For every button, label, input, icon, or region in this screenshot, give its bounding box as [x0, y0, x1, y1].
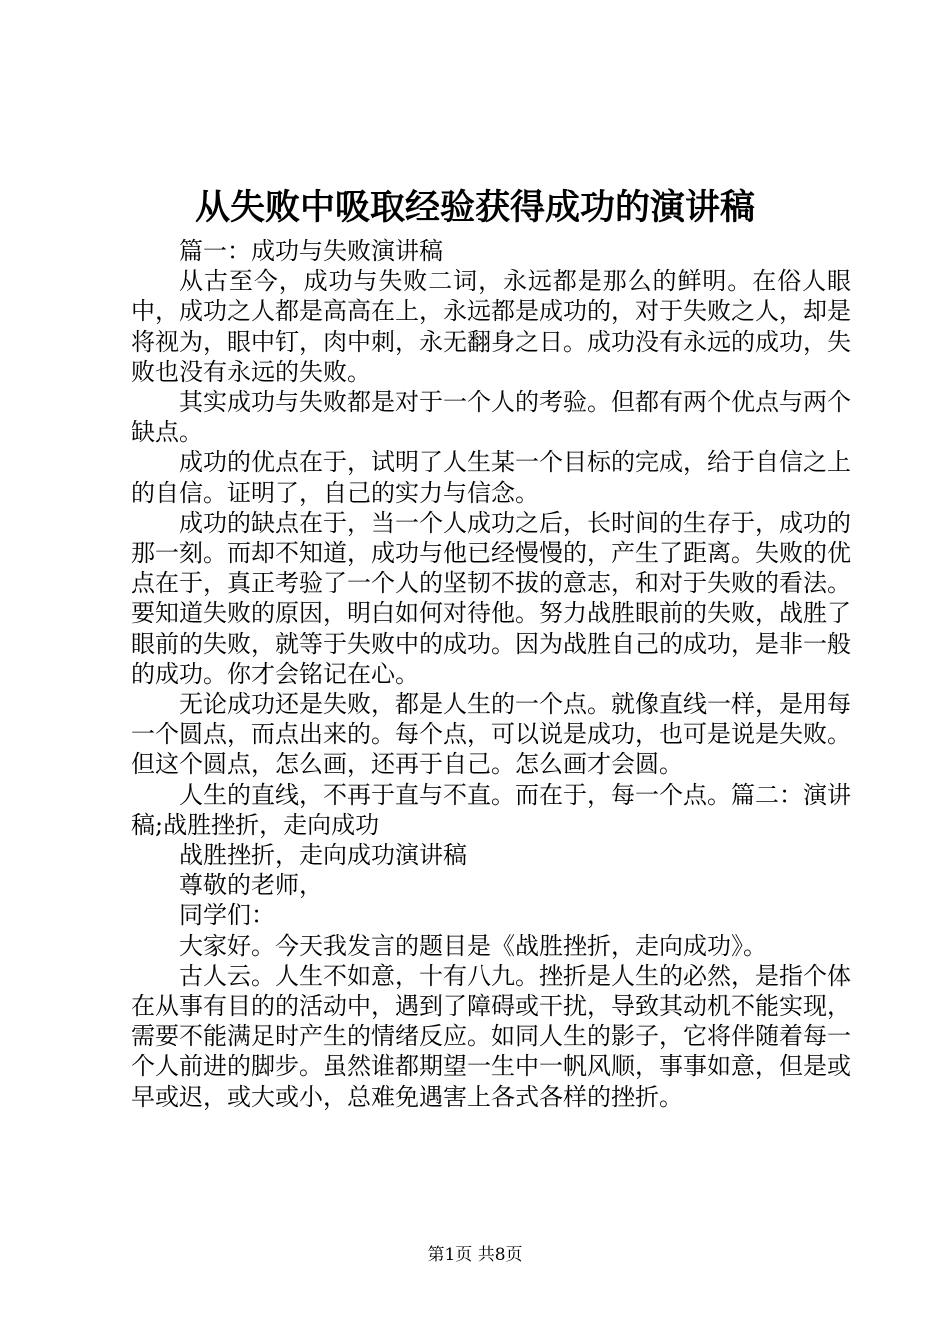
paragraph: 成功的优点在于，试明了人生某一个目标的完成，给于自信之上的自信。证明了，自己的实力与信念。: [131, 448, 851, 507]
paragraph-salutation: 同学们：: [179, 901, 275, 930]
paragraph: 人生的直线，不再于直与不直。而在于，每一个点。篇二：演讲稿;战胜挫折，走向成功: [131, 780, 851, 839]
page-title: 从失败中吸取经验获得成功的演讲稿: [194, 187, 755, 228]
document-body: [131, 236, 851, 1112]
paragraph: 从古至今，成功与失败二词，永远都是那么的鲜明。在俗人眼中，成功之人都是高高在上，永远都是成功的，对于失败之人，却是将视为，眼中钉，肉中刺，永无翻身之日。成功没有永远的成功，失败也没有永远的失败。: [131, 267, 851, 386]
paragraph-section-heading-1: 篇一：成功与失败演讲稿: [179, 237, 443, 265]
paragraph-salutation: 尊敬的老师，: [179, 871, 323, 900]
paragraph: 无论成功还是失败，都是人生的一个点。就像直线一样，是用每一个圆点，而点出来的。每个点，可以说是成功，也可是说是失败。但这个圆点，怎么画，还再于自己。怎么画才会圆。: [131, 690, 851, 779]
paragraph-greeting: 大家好。今天我发言的题目是《战胜挫折，走向成功》。: [179, 931, 767, 960]
paragraph: 古人云。人生不如意，十有八九。挫折是人生的必然，是指个体在从事有目的的活动中，遇到了障碍或干扰，导致其动机不能实现，需要不能满足时产生的情绪反应。如同人生的影子，它将伴随着每一个人前进的脚步。虽然谁都期望一生中一帆风顺，事事如意，但是或早或迟，或大或小，总难免遇害上各式各样的挫折。: [131, 961, 851, 1111]
page-number-footer: 第1页 共8页: [427, 1245, 523, 1265]
paragraph: 成功的缺点在于，当一个人成功之后，长时间的生存于，成功的那一刻。而却不知道，成功与他已经慢慢的，产生了距离。失败的优点在于，真正考验了一个人的坚韧不拔的意志，和对于失败的看法。要知道失败的原因，明白如何对待他。努力战胜眼前的失败，战胜了眼前的失败，就等于失败中的成功。因为战胜自己的成功，是非一般的成功。你才会铭记在心。: [131, 508, 851, 688]
paragraph-speech-title: 战胜挫折，走向成功演讲稿: [179, 841, 467, 870]
paragraph: 其实成功与失败都是对于一个人的考验。但都有两个优点与两个缺点。: [131, 388, 851, 447]
